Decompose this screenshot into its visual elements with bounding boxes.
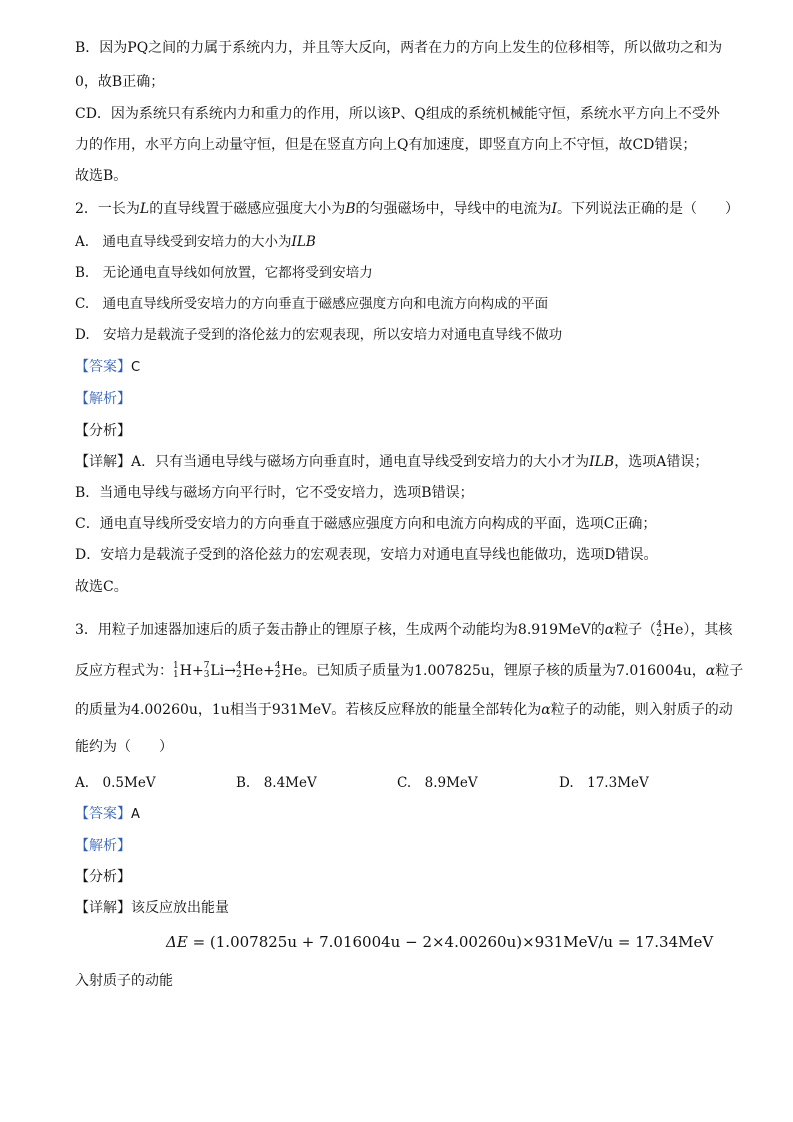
he-symbol: He [662,622,684,638]
q1-option-cd-explanation-line1: CD．因为系统只有系统内力和重力的作用，所以该P、Q组成的系统机械能守恒，系统水平方向上不受外 [75,106,720,122]
q2-detail-a-text-1: 【详解】A．只有当通电导线与磁场方向垂直时，通电直导线受到安培力的大小才为 [75,454,590,470]
li-nuclide-numbers [204,662,210,680]
q1-option-b-explanation-line2: 0，故B正确； [75,74,165,90]
he1-symbol: He [242,663,264,679]
q3-stem1-text-2: 粒子（ [614,622,657,638]
q1-conclusion: 故选B。 [75,168,128,184]
h-mass-number: 1 [173,661,179,671]
q2-detail-a-text-2: ，选项A错误； [614,454,709,470]
q3-answer-row [75,804,140,825]
q2-stem [75,199,739,219]
q2-stem-var-i: I [551,201,558,217]
q2-option-c: C. 通电直导线所受安培力的方向垂直于磁感应强度方向和电流方向构成的平面 [75,296,549,312]
q2-fenxi-heading: 【分析】 [75,423,131,439]
q3-option-c: C. 8.9MeV [397,775,478,791]
q3-stem-line1 [75,620,732,640]
he2-mass-number: 4 [274,661,281,671]
he1-mass-number: 4 [235,661,242,671]
he-charge-number: 2 [656,629,662,639]
q2-option-a [75,232,316,252]
energy-equation-rhs: = (1.007825u + 7.016004u − 2×4.00260u)×931MeV/u = 17.34MeV [192,933,714,951]
he2-nuclide-numbers [275,662,281,680]
plus-sign-1: + [191,663,204,679]
q2-option-b: B. 无论通电直导线如何放置，它都将受到安培力 [75,265,373,281]
q3-stem1-text-3: ），其核 [683,622,733,638]
q2-answer-row [75,357,140,378]
q1-option-b-explanation-line1: B．因为PQ之间的力属于系统内力，并且等大反向，两者在力的方向上发生的位移相等，所以做功之和为 [75,40,723,56]
q3-option-b: B. 8.4MeV [236,775,317,791]
q3-answer-value: A [131,807,140,822]
he1-nuclide-numbers [236,662,242,680]
q3-stem2-text-2: 。已知质子质量为1.007825u，锂原子核的质量为7.016004u， [302,663,706,679]
q2-stem-text-3: 的匀强磁场中，导线中的电流为 [355,201,552,217]
h-symbol: H [179,663,192,679]
q2-answer-value: C [131,360,141,375]
q2-stem-text-2: 的直导线置于磁感应强度大小为 [149,201,346,217]
he1-charge-number: 2 [235,670,242,680]
q3-stem2-alpha: α [705,663,716,679]
q3-stem-line4: 能约为（ ） [75,739,173,755]
q3-option-a: A. 0.5MeV [75,775,156,791]
q3-jiexi-tag: 【解析】 [75,838,131,854]
q3-stem2-text-1: 反应方程式为： [75,663,173,679]
q2-detail-b: B．当通电导线与磁场方向平行时，它不受安培力，选项B错误； [75,485,474,501]
he2-symbol: He [281,663,303,679]
q3-detail-intro: 【详解】该反应放出能量 [75,900,229,916]
he2-charge-number: 2 [274,670,281,680]
q3-stem-line3 [75,700,733,720]
he-mass-number: 4 [656,620,662,630]
q3-proton-ke-text: 入射质子的动能 [75,973,173,989]
energy-equation [166,931,713,953]
q3-option-d: D. 17.3MeV [559,775,649,791]
q2-detail-c: C．通电直导线所受安培力的方向垂直于磁感应强度方向和电流方向构成的平面，选项C正确； [75,516,657,532]
q2-stem-text-1: 2．一长为 [75,201,140,217]
q2-answer-tag: 【答案】 [75,359,131,375]
q2-conclusion: 故选C。 [75,579,128,595]
q1-option-cd-explanation-line2: 力的作用，水平方向上动量守恒，但是在竖直方向上Q有加速度，即竖直方向上不守恒，故CD错误； [75,137,697,153]
li-charge-number: 3 [203,670,210,680]
q3-stem-line2 [75,661,743,681]
plus-sign-2: + [263,663,275,679]
q3-stem3-text-1: 的质量为4.00260u，1u相当于931MeV。若核反应释放的能量全部转化为 [75,702,542,718]
q3-stem2-text-3: 粒子 [715,663,744,679]
q2-option-d: D. 安培力是载流子受到的洛伦兹力的宏观表现，所以安培力对通电直导线不做功 [75,327,563,343]
q2-detail-a [75,452,708,472]
q3-answer-tag: 【答案】 [75,806,131,822]
q2-option-a-text: A. 通电直导线受到安培力的大小为 [75,234,292,250]
q2-stem-var-l: L [139,201,150,217]
q2-jiexi-tag: 【解析】 [75,391,131,407]
q3-stem3-alpha: α [541,702,551,718]
li-symbol: Li [210,663,225,679]
q3-stem1-text-1: 3．用粒子加速器加速后的质子轰击静止的锂原子核，生成两个动能均为8.919MeV的 [75,622,605,638]
energy-equation-lhs: ΔE [166,933,188,951]
q3-stem3-text-2: 粒子的动能，则入射质子的动 [550,702,733,718]
q3-fenxi-heading: 【分析】 [75,869,131,885]
q3-stem1-alpha: α [604,622,615,638]
h-nuclide-numbers [173,662,179,680]
q2-option-a-var: ILB [291,234,316,250]
q2-stem-text-4: 。下列说法正确的是（ ） [557,201,740,217]
q2-stem-var-b: B [345,201,356,217]
h-charge-number: 1 [173,670,179,680]
q2-detail-a-var: ILB [589,454,615,470]
reaction-arrow: → [224,663,236,679]
he-nuclide-numbers [656,621,662,639]
q2-detail-d: D．安培力是载流子受到的洛伦兹力的宏观表现，安培力对通电直导线也能做功，选项D错误。 [75,547,658,563]
li-mass-number: 7 [203,661,210,671]
